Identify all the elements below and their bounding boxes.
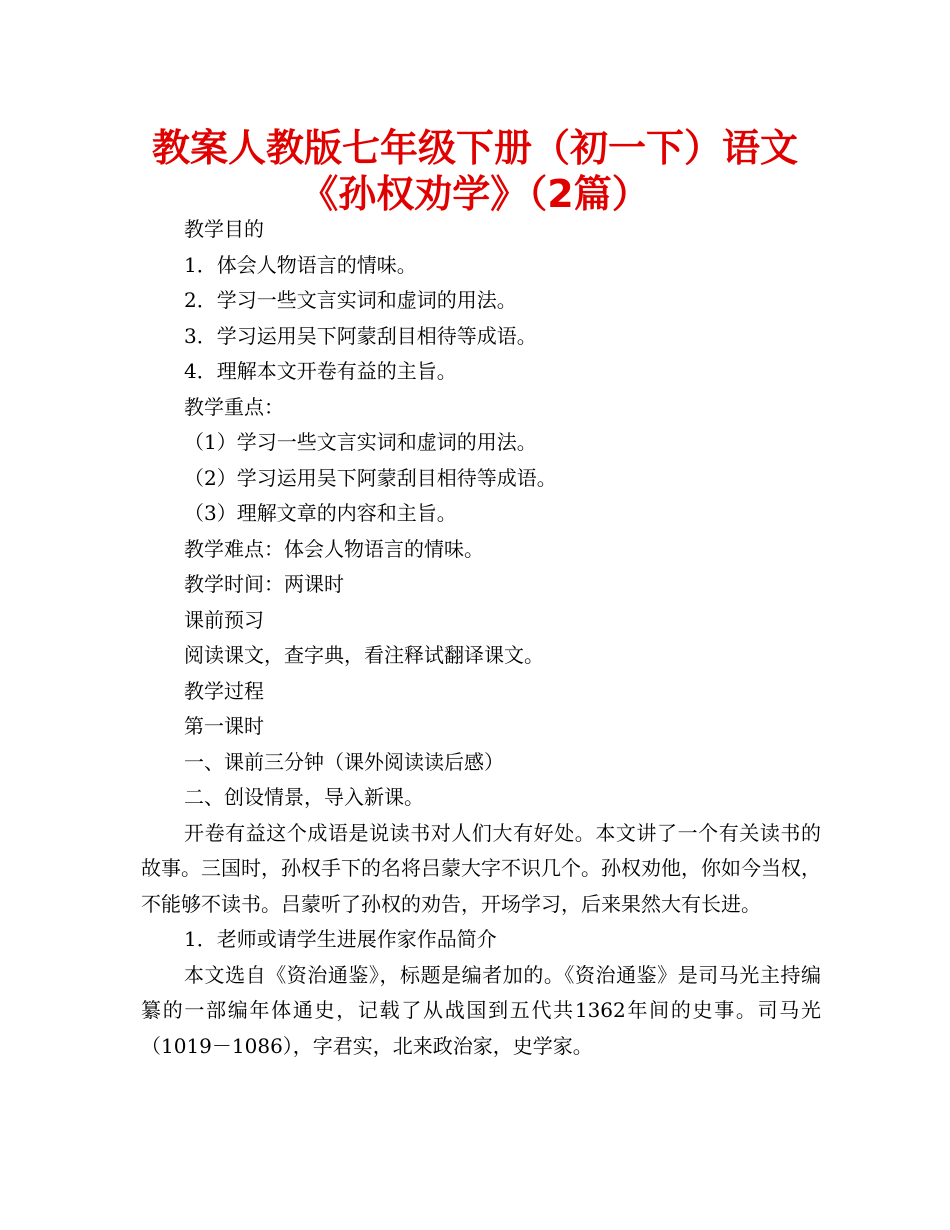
paragraph-source: 本文选自《资治通鉴》，标题是编者加的。《资治通鉴》是司马光主持编纂的一部编年体通史，记载了从战国到五代共1362年间的史事。司马光（1019－1086），字君实，北来政治家，史学家。 [141, 962, 821, 1058]
document-title-line-2: 《孙权劝学》（2篇） [300, 172, 650, 216]
key-point-1: （1）学习一些文言实词和虚词的用法。 [184, 430, 537, 454]
first-lesson: 第一课时 [184, 714, 264, 738]
goal-item-1: 1．体会人物语言的情味。 [184, 252, 417, 277]
paragraph-introduction: 开卷有益这个成语是说读书对人们大有好处。本文讲了一个有关读书的故事。三国时，孙权手下的名将吕蒙大字不识几个。孙权劝他，你如今当权，不能够不读书。吕蒙听了孙权的劝告，开场学习，后来果然大有长进。 [141, 820, 821, 916]
step-one: 一、课前三分钟（课外阅读读后感） [184, 749, 504, 774]
goal-item-4: 4．理解本文开卷有益的主旨。 [184, 359, 457, 383]
difficult-point: 教学难点：体会人物语言的情味。 [184, 536, 484, 561]
key-point-3: （3）理解文章的内容和主旨。 [184, 501, 457, 525]
goal-item-3: 3．学习运用吴下阿蒙刮目相待等成语。 [184, 323, 537, 348]
heading-preview: 课前预习 [184, 607, 264, 632]
document-body [141, 212, 821, 1064]
document-title-line-1: 教案人教版七年级下册（初一下）语文 [151, 126, 798, 170]
author-intro-heading: 1．老师或请学生进展作家作品简介 [184, 927, 497, 951]
heading-teaching-goals: 教学目的 [184, 217, 264, 241]
step-two: 二、创设情景，导入新课。 [184, 785, 424, 809]
goal-item-2: 2．学习一些文言实词和虚词的用法。 [184, 288, 517, 312]
teaching-time: 教学时间：两课时 [184, 572, 344, 596]
key-point-2: （2）学习运用吴下阿蒙刮目相待等成语。 [184, 465, 557, 490]
preview-text: 阅读课文，查字典，看注释试翻译课文。 [184, 643, 544, 667]
heading-process: 教学过程 [184, 678, 264, 703]
heading-key-points: 教学重点： [184, 394, 284, 419]
